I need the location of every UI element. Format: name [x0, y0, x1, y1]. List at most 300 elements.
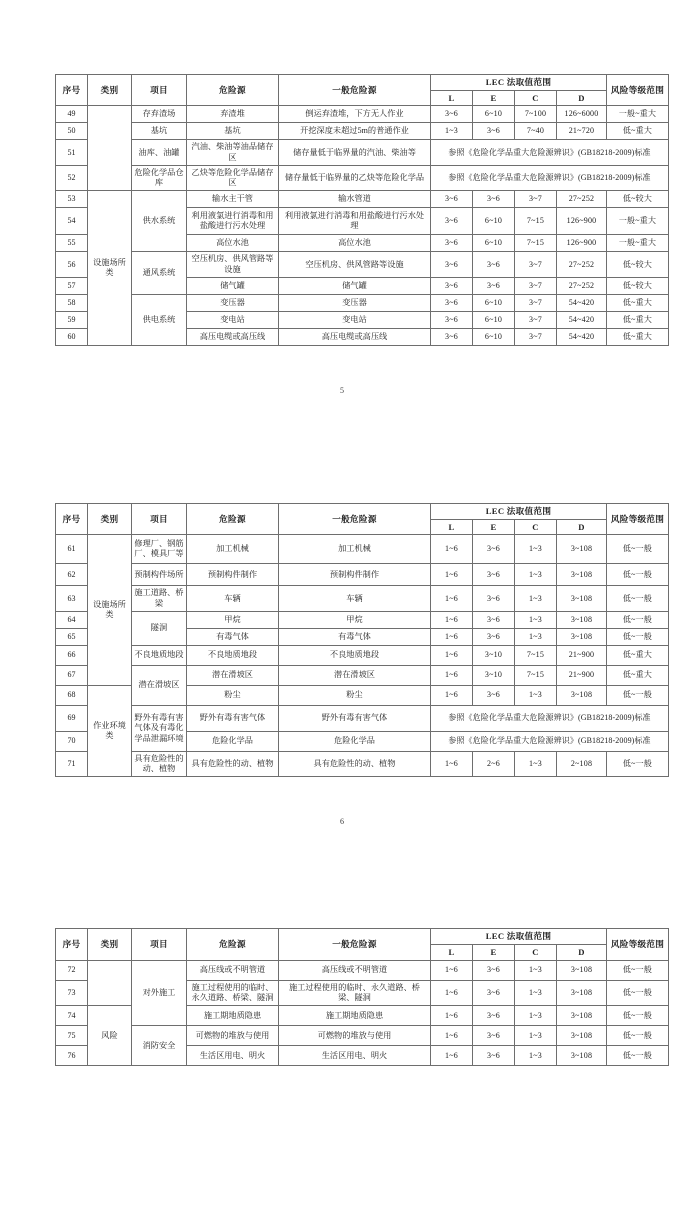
col-header-e: E — [473, 519, 515, 535]
cell-general-hazard-source: 高位水池 — [279, 235, 431, 252]
cell-category: 风险 — [88, 1006, 132, 1066]
cell-hazard-source: 弃渣堆 — [187, 106, 279, 123]
cell-lec-c: 3~7 — [515, 311, 557, 328]
cell-gb-reference-note: 参照《危险化学品重大危险源辨识》(GB18218-2009)标准 — [431, 165, 669, 191]
cell-lec-l: 3~6 — [431, 252, 473, 278]
table-row — [56, 123, 669, 140]
cell-risk-level: 低~一般 — [607, 1006, 669, 1026]
cell-lec-c: 1~3 — [515, 611, 557, 628]
cell-lec-c: 3~7 — [515, 294, 557, 311]
cell-category: 作业环境类 — [88, 685, 132, 777]
cell-seq: 67 — [56, 665, 88, 685]
cell-lec-d: 21~900 — [557, 645, 607, 665]
cell-lec-d: 2~108 — [557, 751, 607, 777]
cell-lec-e: 3~6 — [473, 1026, 515, 1046]
cell-item: 不良地质地段 — [132, 645, 187, 665]
cell-lec-c: 1~3 — [515, 685, 557, 705]
cell-risk-level: 低~较大 — [607, 277, 669, 294]
page-block-3 — [0, 928, 684, 1066]
col-header-l: L — [431, 519, 473, 535]
col-header-general-hazard-source: 一般危险源 — [279, 929, 431, 960]
cell-lec-e: 3~6 — [473, 252, 515, 278]
cell-general-hazard-source: 野外有毒有害气体 — [279, 705, 431, 731]
cell-seq: 63 — [56, 586, 88, 612]
col-header-general-hazard-source: 一般危险源 — [279, 503, 431, 534]
cell-lec-e: 3~6 — [473, 960, 515, 980]
cell-item: 基坑 — [132, 123, 187, 140]
cell-lec-d: 3~108 — [557, 980, 607, 1006]
cell-seq: 62 — [56, 564, 88, 586]
table-row — [56, 586, 669, 612]
cell-hazard-source: 车辆 — [187, 586, 279, 612]
cell-lec-c: 1~3 — [515, 980, 557, 1006]
header-row-main — [56, 503, 669, 519]
cell-general-hazard-source: 高压电缆或高压线 — [279, 328, 431, 345]
cell-lec-e: 3~6 — [473, 277, 515, 294]
cell-lec-l: 1~6 — [431, 564, 473, 586]
cell-lec-d: 3~108 — [557, 685, 607, 705]
cell-lec-d: 27~252 — [557, 191, 607, 208]
table-header-1 — [56, 75, 669, 106]
table-wrap-3 — [0, 928, 684, 1066]
cell-lec-l: 3~6 — [431, 311, 473, 328]
cell-lec-e: 3~6 — [473, 535, 515, 564]
col-header-risk-level-range: 风险等级范围 — [607, 929, 669, 960]
cell-lec-e: 3~6 — [473, 123, 515, 140]
table-row — [56, 960, 669, 980]
cell-lec-d: 3~108 — [557, 1046, 607, 1066]
cell-lec-c: 3~7 — [515, 252, 557, 278]
cell-general-hazard-source: 粉尘 — [279, 685, 431, 705]
cell-hazard-source: 高压线或不明管道 — [187, 960, 279, 980]
cell-hazard-source: 高压电缆或高压线 — [187, 328, 279, 345]
cell-hazard-source: 高位水池 — [187, 235, 279, 252]
cell-lec-d: 3~108 — [557, 1006, 607, 1026]
cell-lec-c: 7~40 — [515, 123, 557, 140]
cell-risk-level: 低~重大 — [607, 645, 669, 665]
cell-lec-l: 3~6 — [431, 294, 473, 311]
cell-gb-reference-note: 参照《危险化学品重大危险源辨识》(GB18218-2009)标准 — [431, 731, 669, 751]
table-row — [56, 140, 669, 166]
cell-lec-c: 1~3 — [515, 1046, 557, 1066]
cell-lec-c: 1~3 — [515, 751, 557, 777]
cell-lec-l: 3~6 — [431, 235, 473, 252]
cell-lec-e: 3~6 — [473, 685, 515, 705]
cell-hazard-source: 危险化学品 — [187, 731, 279, 751]
cell-lec-d: 3~108 — [557, 628, 607, 645]
header-row-main — [56, 929, 669, 945]
cell-lec-d: 3~108 — [557, 611, 607, 628]
cell-hazard-source: 可燃物的堆放与使用 — [187, 1026, 279, 1046]
cell-lec-e: 3~6 — [473, 1006, 515, 1026]
cell-general-hazard-source: 生活区用电、明火 — [279, 1046, 431, 1066]
risk-table-page-1 — [55, 74, 669, 346]
cell-lec-e: 3~6 — [473, 980, 515, 1006]
cell-hazard-source: 有毒气体 — [187, 628, 279, 645]
cell-hazard-source: 输水主干管 — [187, 191, 279, 208]
cell-risk-level: 一般~重大 — [607, 106, 669, 123]
table-row — [56, 611, 669, 628]
cell-lec-d: 3~108 — [557, 960, 607, 980]
cell-risk-level: 低~较大 — [607, 252, 669, 278]
table-wrap-2 — [0, 503, 684, 777]
cell-lec-l: 1~6 — [431, 751, 473, 777]
cell-general-hazard-source: 储气罐 — [279, 277, 431, 294]
col-header-item: 项目 — [132, 503, 187, 534]
table-row — [56, 191, 669, 208]
cell-hazard-source: 潜在滑坡区 — [187, 665, 279, 685]
col-header-c: C — [515, 945, 557, 961]
col-header-seq: 序号 — [56, 929, 88, 960]
cell-seq: 60 — [56, 328, 88, 345]
cell-risk-level: 低~一般 — [607, 685, 669, 705]
col-header-l: L — [431, 945, 473, 961]
table-row — [56, 645, 669, 665]
page-block-1 — [0, 74, 684, 395]
page-gap-2 — [0, 826, 684, 928]
cell-risk-level: 低~重大 — [607, 328, 669, 345]
col-header-lec-group: LEC 法取值范围 — [431, 929, 607, 945]
cell-lec-e: 3~10 — [473, 645, 515, 665]
cell-item: 野外有毒有害气体及有毒化学品泄漏环境 — [132, 705, 187, 751]
cell-item: 通风系统 — [132, 252, 187, 295]
cell-lec-l: 1~6 — [431, 685, 473, 705]
cell-risk-level: 低~重大 — [607, 294, 669, 311]
cell-hazard-source: 乙炔等危险化学品储存区 — [187, 165, 279, 191]
cell-lec-l: 3~6 — [431, 328, 473, 345]
cell-lec-l: 3~6 — [431, 191, 473, 208]
cell-risk-level: 低~一般 — [607, 628, 669, 645]
col-header-seq: 序号 — [56, 503, 88, 534]
cell-seq: 61 — [56, 535, 88, 564]
cell-lec-c: 7~15 — [515, 235, 557, 252]
cell-seq: 54 — [56, 208, 88, 235]
cell-item: 修理厂、钢筋厂、模具厂等 — [132, 535, 187, 564]
col-header-hazard-source: 危险源 — [187, 75, 279, 106]
cell-general-hazard-source: 空压机房、供风管路等设施 — [279, 252, 431, 278]
cell-seq: 72 — [56, 960, 88, 980]
cell-general-hazard-source: 变压器 — [279, 294, 431, 311]
cell-lec-l: 1~6 — [431, 611, 473, 628]
cell-hazard-source: 不良地质地段 — [187, 645, 279, 665]
top-margin-spacer — [0, 0, 684, 74]
cell-lec-c: 3~7 — [515, 328, 557, 345]
cell-lec-l: 1~6 — [431, 586, 473, 612]
cell-lec-e: 6~10 — [473, 235, 515, 252]
cell-risk-level: 低~一般 — [607, 980, 669, 1006]
table-body-3 — [56, 960, 669, 1066]
cell-general-hazard-source: 具有危险性的动、植物 — [279, 751, 431, 777]
cell-seq: 70 — [56, 731, 88, 751]
cell-lec-d: 54~420 — [557, 311, 607, 328]
cell-lec-d: 3~108 — [557, 535, 607, 564]
cell-category: 设施场所类 — [88, 535, 132, 686]
cell-lec-d: 27~252 — [557, 277, 607, 294]
cell-hazard-source: 变电站 — [187, 311, 279, 328]
col-header-d: D — [557, 519, 607, 535]
col-header-risk-level-range: 风险等级范围 — [607, 75, 669, 106]
cell-general-hazard-source: 施工期地质隐患 — [279, 1006, 431, 1026]
cell-item: 对外施工 — [132, 960, 187, 1026]
cell-seq: 56 — [56, 252, 88, 278]
col-header-category: 类别 — [88, 503, 132, 534]
cell-general-hazard-source: 高压线或不明管道 — [279, 960, 431, 980]
cell-lec-c: 1~3 — [515, 1026, 557, 1046]
cell-seq: 66 — [56, 645, 88, 665]
cell-general-hazard-source: 加工机械 — [279, 535, 431, 564]
page-number-2: 6 — [340, 817, 344, 827]
cell-seq: 69 — [56, 705, 88, 731]
cell-lec-d: 126~6000 — [557, 106, 607, 123]
cell-lec-l: 1~6 — [431, 1006, 473, 1026]
cell-risk-level: 低~一般 — [607, 1046, 669, 1066]
cell-general-hazard-source: 倒运弃渣堆，下方无人作业 — [279, 106, 431, 123]
cell-hazard-source: 施工期地质隐患 — [187, 1006, 279, 1026]
col-header-c: C — [515, 90, 557, 106]
col-header-seq: 序号 — [56, 75, 88, 106]
risk-table-page-3 — [55, 928, 669, 1066]
cell-lec-d: 126~900 — [557, 208, 607, 235]
cell-lec-d: 3~108 — [557, 586, 607, 612]
col-header-item: 项目 — [132, 75, 187, 106]
cell-lec-c: 3~7 — [515, 191, 557, 208]
cell-seq: 53 — [56, 191, 88, 208]
cell-seq: 59 — [56, 311, 88, 328]
table-row — [56, 564, 669, 586]
cell-general-hazard-source: 车辆 — [279, 586, 431, 612]
cell-seq: 50 — [56, 123, 88, 140]
cell-seq: 76 — [56, 1046, 88, 1066]
table-row — [56, 751, 669, 777]
cell-seq: 58 — [56, 294, 88, 311]
cell-item: 消防安全 — [132, 1026, 187, 1066]
cell-general-hazard-source: 开挖深度未超过5m的普通作业 — [279, 123, 431, 140]
cell-hazard-source: 施工过程使用的临时、永久道路、桥梁、隧洞 — [187, 980, 279, 1006]
cell-lec-l: 1~6 — [431, 665, 473, 685]
cell-lec-e: 6~10 — [473, 294, 515, 311]
col-header-lec-group: LEC 法取值范围 — [431, 503, 607, 519]
cell-general-hazard-source: 可燃物的堆放与使用 — [279, 1026, 431, 1046]
cell-item: 油库、油罐 — [132, 140, 187, 166]
cell-item: 具有危险性的动、植物 — [132, 751, 187, 777]
table-row — [56, 705, 669, 731]
cell-seq: 74 — [56, 1006, 88, 1026]
table-body-1 — [56, 106, 669, 346]
cell-hazard-source: 野外有毒有害气体 — [187, 705, 279, 731]
cell-risk-level: 低~重大 — [607, 311, 669, 328]
cell-risk-level: 低~较大 — [607, 191, 669, 208]
cell-category — [88, 960, 132, 1006]
col-header-lec-group: LEC 法取值范围 — [431, 75, 607, 91]
table-row — [56, 252, 669, 278]
cell-hazard-source: 汽油、柴油等油品储存区 — [187, 140, 279, 166]
col-header-risk-level-range: 风险等级范围 — [607, 503, 669, 534]
table-row — [56, 1026, 669, 1046]
cell-lec-c: 7~15 — [515, 645, 557, 665]
cell-general-hazard-source: 危险化学品 — [279, 731, 431, 751]
cell-lec-l: 1~6 — [431, 1046, 473, 1066]
col-header-l: L — [431, 90, 473, 106]
cell-hazard-source: 生活区用电、明火 — [187, 1046, 279, 1066]
cell-lec-e: 6~10 — [473, 311, 515, 328]
cell-lec-e: 6~10 — [473, 106, 515, 123]
cell-general-hazard-source: 不良地质地段 — [279, 645, 431, 665]
cell-seq: 57 — [56, 277, 88, 294]
page-block-2 — [0, 503, 684, 826]
cell-hazard-source: 甲烷 — [187, 611, 279, 628]
cell-risk-level: 低~重大 — [607, 665, 669, 685]
cell-lec-c: 1~3 — [515, 628, 557, 645]
cell-hazard-source: 储气罐 — [187, 277, 279, 294]
header-row-main — [56, 75, 669, 91]
col-header-category: 类别 — [88, 75, 132, 106]
cell-lec-d: 27~252 — [557, 252, 607, 278]
cell-lec-e: 3~6 — [473, 191, 515, 208]
cell-seq: 64 — [56, 611, 88, 628]
table-body-2 — [56, 535, 669, 777]
cell-risk-level: 一般~重大 — [607, 235, 669, 252]
page-gap-1 — [0, 395, 684, 503]
table-row — [56, 665, 669, 685]
cell-lec-e: 3~6 — [473, 1046, 515, 1066]
col-header-e: E — [473, 90, 515, 106]
cell-risk-level: 低~一般 — [607, 564, 669, 586]
cell-lec-e: 6~10 — [473, 328, 515, 345]
col-header-general-hazard-source: 一般危险源 — [279, 75, 431, 106]
cell-lec-d: 3~108 — [557, 564, 607, 586]
cell-general-hazard-source: 储存量低于临界量的汽油、柴油等 — [279, 140, 431, 166]
cell-item: 存弃渣场 — [132, 106, 187, 123]
cell-risk-level: 低~一般 — [607, 1026, 669, 1046]
cell-risk-level: 低~一般 — [607, 535, 669, 564]
cell-lec-l: 1~6 — [431, 645, 473, 665]
cell-lec-l: 1~6 — [431, 628, 473, 645]
cell-seq: 71 — [56, 751, 88, 777]
cell-hazard-source: 空压机房、供风管路等设施 — [187, 252, 279, 278]
cell-lec-c: 1~3 — [515, 960, 557, 980]
cell-hazard-source: 预制构件制作 — [187, 564, 279, 586]
cell-category: 设施场所类 — [88, 191, 132, 346]
cell-lec-e: 3~6 — [473, 564, 515, 586]
cell-lec-e: 6~10 — [473, 208, 515, 235]
cell-seq: 73 — [56, 980, 88, 1006]
cell-lec-c: 3~7 — [515, 277, 557, 294]
cell-lec-c: 7~100 — [515, 106, 557, 123]
cell-risk-level: 低~重大 — [607, 123, 669, 140]
cell-gb-reference-note: 参照《危险化学品重大危险源辨识》(GB18218-2009)标准 — [431, 140, 669, 166]
cell-lec-l: 1~3 — [431, 123, 473, 140]
col-header-d: D — [557, 945, 607, 961]
page-number-1: 5 — [340, 385, 344, 395]
cell-lec-c: 1~3 — [515, 586, 557, 612]
cell-lec-l: 1~6 — [431, 1026, 473, 1046]
cell-lec-c: 1~3 — [515, 1006, 557, 1026]
cell-item: 危险化学品仓库 — [132, 165, 187, 191]
cell-hazard-source: 粉尘 — [187, 685, 279, 705]
cell-seq: 51 — [56, 140, 88, 166]
cell-risk-level: 低~一般 — [607, 960, 669, 980]
cell-lec-l: 1~6 — [431, 960, 473, 980]
cell-risk-level: 低~一般 — [607, 751, 669, 777]
cell-lec-c: 1~3 — [515, 564, 557, 586]
cell-hazard-source: 利用液氯进行消毒和用盐酸进行污水处理 — [187, 208, 279, 235]
cell-seq: 49 — [56, 106, 88, 123]
cell-general-hazard-source: 储存量低于临界量的乙炔等危险化学品 — [279, 165, 431, 191]
cell-lec-c: 1~3 — [515, 535, 557, 564]
cell-lec-e: 3~6 — [473, 611, 515, 628]
cell-lec-d: 21~720 — [557, 123, 607, 140]
cell-gb-reference-note: 参照《危险化学品重大危险源辨识》(GB18218-2009)标准 — [431, 705, 669, 731]
cell-lec-c: 7~15 — [515, 665, 557, 685]
cell-item: 供水系统 — [132, 191, 187, 252]
cell-general-hazard-source: 有毒气体 — [279, 628, 431, 645]
col-header-d: D — [557, 90, 607, 106]
cell-lec-d: 54~420 — [557, 294, 607, 311]
cell-general-hazard-source: 预制构件制作 — [279, 564, 431, 586]
cell-lec-c: 7~15 — [515, 208, 557, 235]
cell-lec-e: 2~6 — [473, 751, 515, 777]
cell-risk-level: 一般~重大 — [607, 208, 669, 235]
cell-seq: 55 — [56, 235, 88, 252]
cell-hazard-source: 基坑 — [187, 123, 279, 140]
cell-general-hazard-source: 变电站 — [279, 311, 431, 328]
cell-lec-e: 3~6 — [473, 586, 515, 612]
risk-table-page-2 — [55, 503, 669, 777]
col-header-c: C — [515, 519, 557, 535]
cell-lec-l: 1~6 — [431, 535, 473, 564]
cell-general-hazard-source: 甲烷 — [279, 611, 431, 628]
cell-risk-level: 低~一般 — [607, 586, 669, 612]
cell-category — [88, 106, 132, 191]
cell-lec-l: 1~6 — [431, 980, 473, 1006]
cell-lec-d: 126~900 — [557, 235, 607, 252]
cell-lec-d: 54~420 — [557, 328, 607, 345]
cell-item: 潜在滑坡区 — [132, 665, 187, 705]
col-header-item: 项目 — [132, 929, 187, 960]
table-header-3 — [56, 929, 669, 960]
cell-general-hazard-source: 施工过程使用的临时、永久道路、桥梁、隧洞 — [279, 980, 431, 1006]
cell-lec-l: 3~6 — [431, 277, 473, 294]
cell-hazard-source: 加工机械 — [187, 535, 279, 564]
cell-seq: 65 — [56, 628, 88, 645]
col-header-hazard-source: 危险源 — [187, 503, 279, 534]
table-row — [56, 165, 669, 191]
col-header-category: 类别 — [88, 929, 132, 960]
cell-risk-level: 低~一般 — [607, 611, 669, 628]
cell-item: 隧洞 — [132, 611, 187, 645]
cell-lec-e: 3~10 — [473, 665, 515, 685]
cell-lec-l: 3~6 — [431, 106, 473, 123]
cell-lec-l: 3~6 — [431, 208, 473, 235]
cell-general-hazard-source: 潜在滑坡区 — [279, 665, 431, 685]
cell-seq: 68 — [56, 685, 88, 705]
table-header-2 — [56, 503, 669, 534]
cell-hazard-source: 变压器 — [187, 294, 279, 311]
cell-seq: 52 — [56, 165, 88, 191]
cell-lec-e: 3~6 — [473, 628, 515, 645]
table-wrap-1 — [0, 74, 684, 346]
cell-hazard-source: 具有危险性的动、植物 — [187, 751, 279, 777]
table-row — [56, 535, 669, 564]
col-header-hazard-source: 危险源 — [187, 929, 279, 960]
table-row — [56, 294, 669, 311]
cell-item: 供电系统 — [132, 294, 187, 345]
cell-item: 预制构件场所 — [132, 564, 187, 586]
table-row — [56, 106, 669, 123]
cell-lec-d: 21~900 — [557, 665, 607, 685]
cell-general-hazard-source: 利用液氯进行消毒和用盐酸进行污水处理 — [279, 208, 431, 235]
cell-seq: 75 — [56, 1026, 88, 1046]
